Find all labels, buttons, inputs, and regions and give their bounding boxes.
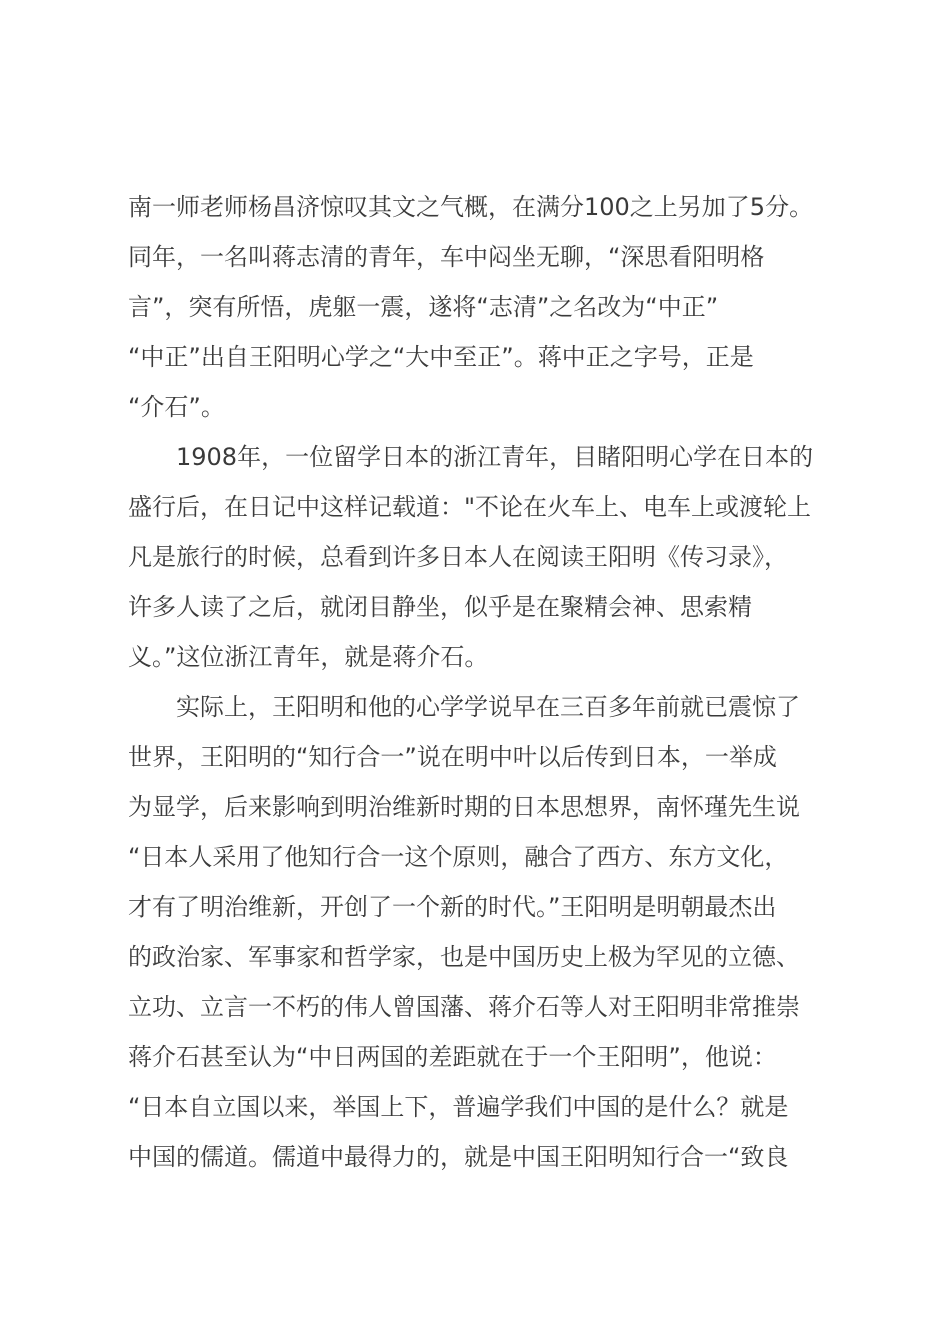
text-line: “中正”出自王阳明心学之“大中至正”。蒋中正之字号，正是 [128,343,754,371]
body-text [128,182,868,1182]
text-line: 许多人读了之后，就闭目静坐，似乎是在聚精会神、思索精 [128,593,752,621]
text-line: 为显学，后来影响到明治维新时期的日本思想界，南怀瑾先生说 [128,793,800,821]
text-line: 盛行后，在日记中这样记载道："不论在火车上、电车上或渡轮上 [128,493,812,521]
text-line: “介石”。 [128,393,225,421]
text-line: 蒋介石甚至认为“中日两国的差距就在于一个王阳明”，他说： [128,1043,777,1071]
text-line: 凡是旅行的时候，总看到许多日本人在阅读王阳明《传习录》， [128,543,788,571]
text-line: 的政治家、军事家和哲学家，也是中国历史上极为罕见的立德、 [128,943,800,971]
text-line: 中国的儒道。儒道中最得力的，就是中国王阳明知行合一“致良 [128,1143,789,1171]
text-line: 同年，一名叫蒋志清的青年，车中闷坐无聊，“深思看阳明格 [128,243,765,271]
text-line: 南一师老师杨昌济惊叹其文之气概，在满分100之上另加了5分。 [128,193,814,221]
text-line: 才有了明治维新，开创了一个新的时代。”王阳明是明朝最杰出 [128,893,777,921]
text-line: 1908年，一位留学日本的浙江青年，目睹阳明心学在日本的 [128,443,814,471]
text-line: 实际上，王阳明和他的心学学说早在三百多年前就已震惊了 [128,693,800,721]
text-line: “日本人采用了他知行合一这个原则，融合了西方、东方文化， [128,843,789,871]
text-line: 立功、立言一不朽的伟人曾国藩、蒋介石等人对王阳明非常推崇 [128,993,800,1021]
text-line: 世界，王阳明的“知行合一”说在明中叶以后传到日本，一举成 [128,743,777,771]
text-line: “日本自立国以来，举国上下，普遍学我们中国的是什么？就是 [128,1093,789,1121]
text-line: 义。”这位浙江青年，就是蒋介石。 [128,643,489,671]
text-line: 言”，突有所悟，虎躯一震，遂将“志清”之名改为“中正” [128,293,719,321]
